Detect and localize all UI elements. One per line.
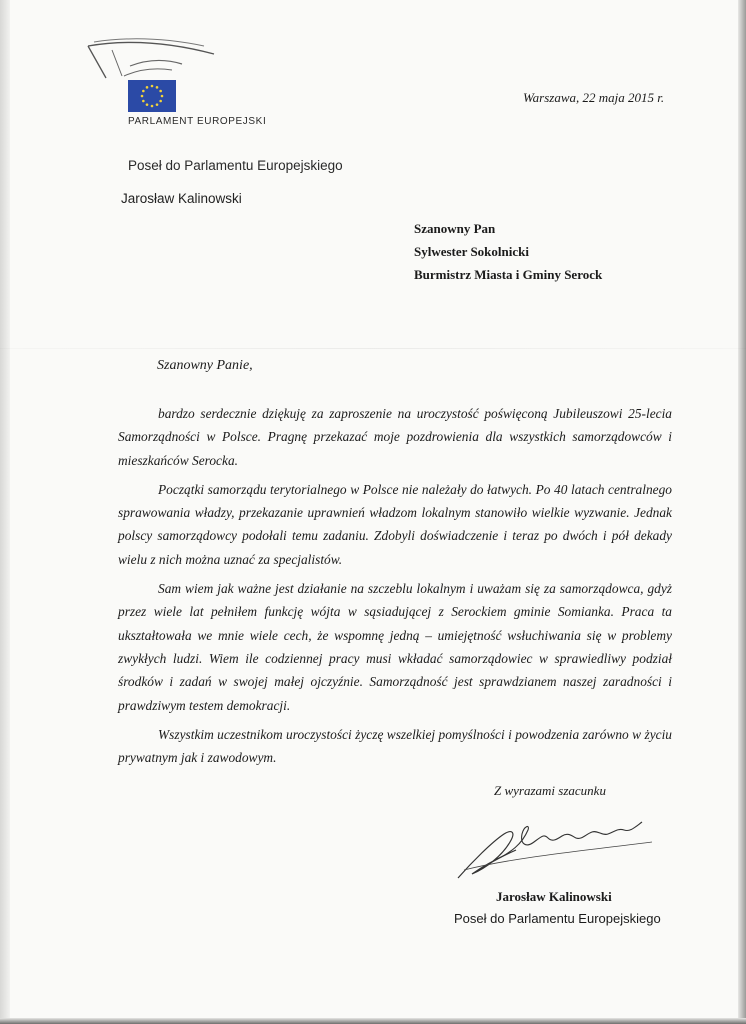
sender-title: Poseł do Parlamentu Europejskiego (128, 158, 343, 173)
flag-star-icon (151, 85, 154, 88)
paragraph: Wszystkim uczestnikom uroczystości życzę wszelkiej pomyślności i powodzenia zarówno w życiu prywatnym jak i zawodowym. (118, 726, 672, 766)
page-bottom-edge (0, 1018, 746, 1024)
signer-title: Poseł do Parlamentu Europejskiego (454, 911, 661, 926)
paragraph: Początki samorządu terytorialnego w Polsce nie należały do łatwych. Po 40 latach centralnego sprawowania władzy, przekazanie uprawnień władzom lokalnym stanowiło wielkie wyzwanie. Jednak polscy samorządowcy podołali temu zadaniu. Zdobyli doświadczenie i teraz po dwóch i pół dekady wielu z nich można uznać za specjalistów. (118, 481, 672, 567)
letter-date: Warszawa, 22 maja 2015 r. (523, 90, 665, 105)
flag-star-icon (156, 86, 159, 89)
salutation: Szanowny Panie, (157, 358, 253, 373)
paragraph: Sam wiem jak ważne jest działanie na szczeblu lokalnym i uważam się za samorządowca, gdyż przez wiele lat pełniłem funkcję wójta w sąsiadującej z Serockiem gminie Somianka. Praca ta ukształtowała we mnie wiele cech, że wspomnę jedną – umiejętność wsłuchiwania się w problemy zwykłych ludzi. Wiem ile codziennej pracy musi wkładać samorządowiec w sprawiedliwy podział środków i zadań w swojej małej ojczyźnie. Samorządność jest sprawdzianem naszej zaradności i prawdziwym testem demokracji. (118, 581, 672, 713)
flag-star-icon (161, 95, 164, 98)
flag-star-icon (156, 103, 159, 106)
organization-name: PARLAMENT EUROPEJSKI (128, 116, 267, 127)
flag-star-icon (141, 95, 144, 98)
page-left-edge (0, 0, 10, 1024)
page-right-edge (738, 0, 746, 1024)
european-parliament-logo (86, 36, 267, 136)
paragraph: bardzo serdecznie dziękuję za zaproszenie na uroczystość poświęconą Jubileuszowi 25-lecia Samorządności w Polsce. Pragnę przekazać moje pozdrowienia dla wszystkich samorządowców i mieszkańców Serocka. (118, 406, 672, 468)
fold-line (0, 348, 746, 349)
addressee-line: Szanowny Pan (414, 221, 496, 236)
flag-star-icon (142, 90, 145, 93)
flag-star-icon (146, 86, 149, 89)
addressee-name: Sylwester Sokolnicki (414, 244, 529, 259)
flag-star-icon (159, 100, 162, 103)
flag-star-icon (142, 100, 145, 103)
flag-star-icon (151, 105, 154, 108)
signer-name: Jarosław Kalinowski (496, 889, 612, 904)
flag-star-icon (146, 103, 149, 106)
handwritten-signature (452, 812, 662, 886)
sender-name: Jarosław Kalinowski (121, 191, 242, 206)
letter-body (118, 402, 672, 769)
closing-phrase: Z wyrazami szacunku (494, 783, 606, 798)
flag-star-icon (159, 90, 162, 93)
addressee-block (414, 217, 602, 286)
addressee-position: Burmistrz Miasta i Gminy Serock (414, 267, 603, 282)
parliament-emblem-icon (86, 36, 256, 116)
